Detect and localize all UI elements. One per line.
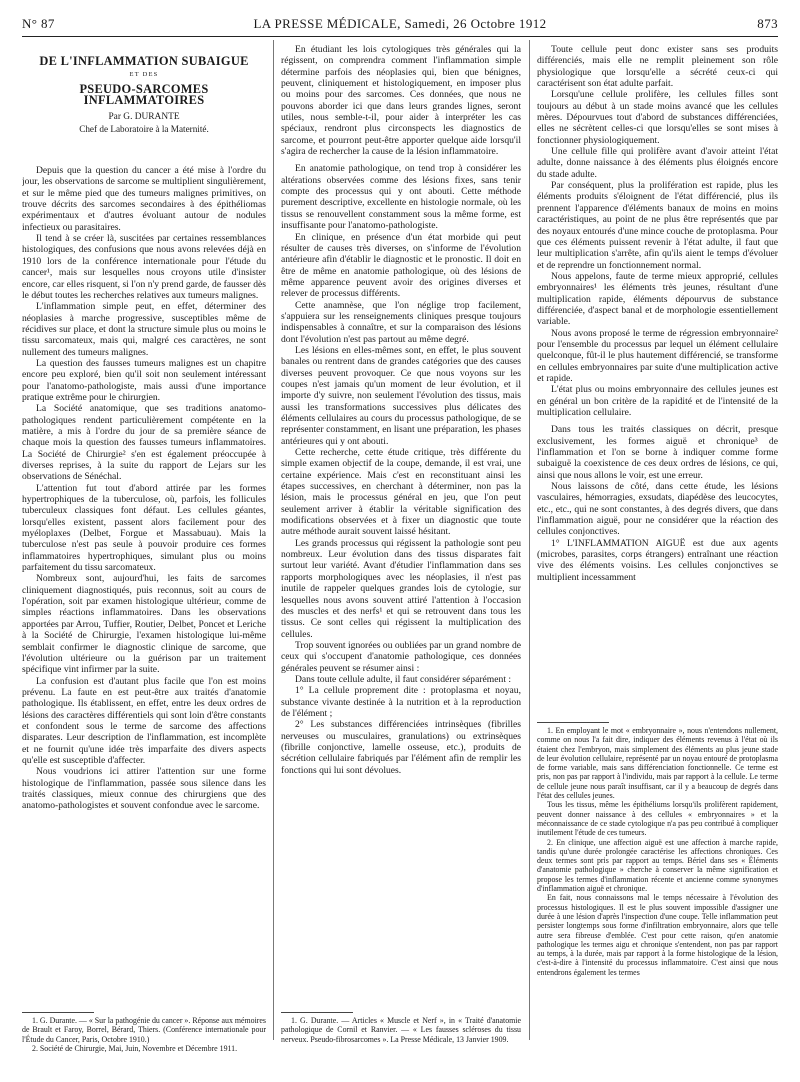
paragraph: En étudiant les lois cytologiques très générales qui la régissent, on comprendra comment l'inflammation simple détermine parfois des néoplasies qui, bien que bénignes, peuvent, cliniquement et histologiquement, en imposer plus ou moins pour des sarcomes. Ces données, que nous ne pouvons aborder ici que dans leurs grandes lignes, seront utiles, nous semble-t-il, pour aider à interpréter les cas spéciaux, rendront plus circonspects les diagnostics de sarcome, et pourront peut-être apporter quelque aide lorsqu'il s'agira de rechercher la cause de la lésion inflammatoire. <box>281 44 521 158</box>
author-affiliation: Chef de Laboratoire à la Maternité. <box>79 123 209 134</box>
footnotes-column-2 <box>281 1016 521 1076</box>
paragraph: La question des fausses tumeurs malignes est un chapitre encore peu exploré, bien qu'il soit non seulement intéressant pour l'anatomo-pathologiste, mais aussi d'une importance pratique extrême pour le chirurgien. <box>22 357 266 403</box>
article-title: DE L'INFLAMMATION SUBAIGUE <box>39 54 249 68</box>
paragraph: Toute cellule peut donc exister sans ses produits différenciés, mais elle ne remplit pleinement son rôle physiologique que lorsqu'elle a sécrété ceux-ci qui caractérisent son état adulte parfait. <box>537 44 778 90</box>
paragraph: En anatomie pathologique, on tend trop à considérer les altérations observées comme des lésions fixes, sans tenir compte des processus qui y ont abouti. Cette méthode purement descriptive, excellente en histologie normale, où les tissus se renouvellent constamment sous la même forme, est insuffisante pour l'anatomo-pathologiste. <box>281 163 521 232</box>
paragraph: En clinique, en présence d'un état morbide qui peut résulter de causes très diverses, on s'informe de l'évolution antérieure afin d'établir le diagnostic et le pronostic. Il doit en être de même en anatomie pathologique, où des lésions de même apparence peuvent avoir des origines diverses et relever de processus différents. <box>281 231 521 300</box>
text-column-2 <box>281 44 521 1008</box>
paragraph: Les lésions en elles-mêmes sont, en effet, le plus souvent banales ou rentrent dans de grandes catégories que des causes diverses peuvent provoquer. Ce que nous voyons sur les coupes n'est jamais qu'un moment de leur évolution, et il importe d'y suivre, non seulement l'évolution des tissus, mais aussi les transformations successives plus délicates des éléments cellulaires au cours du processus pathologique, de se représenter constamment, en lisant une préparation, les phases antérieures qui y ont abouti. <box>281 344 521 447</box>
text-column-3 <box>537 44 778 720</box>
paragraph: 1° L'INFLAMMATION AIGUË est due aux agents (microbes, parasites, corps étrangers) entraînant une réaction vive des éléments voisins. Les cellules conjonctives se multiplient incessamment <box>537 537 778 583</box>
paragraph: Cette recherche, cette étude critique, très différente du simple examen objectif de la coupe, demande, il est vrai, une certaine expérience. Mais c'est en reconstituant ainsi les étapes successives, en cherchant à déterminer, non pas la lésion, mais le processus général en jeu, que l'on peut seulement arriver à établir la véritable signification des modifications observées et à fixer un diagnostic que toute autre méthode aurait souvent laissé hésitant. <box>281 447 521 538</box>
paragraph: Une cellule fille qui prolifère avant d'avoir atteint l'état adulte, donne naissance à des éléments plus éloignés encore du stade adulte. <box>537 146 778 180</box>
paragraph: Nous laissons de côté, dans cette étude, les lésions vasculaires, hémorragies, exsudats, diapédèse des leucocytes, etc., etc., qui ne sont constantes, à des degrés divers, que dans l'inflammation aiguë, pour ne considérer que la réaction des cellules conjonctives. <box>537 481 778 538</box>
footnote: Tous les tissus, même les épithéliums lorsqu'ils prolifèrent rapidement, peuvent donner naissance à des cellules « embryonnaires » et la méconnaissance de ce stade cytologique n'a pas peu contribué à compliquer inutilement l'étude de ces tumeurs. <box>537 800 778 838</box>
footnote: 1. En employant le mot « embryonnaire », nous n'entendons nullement, comme on nous l'a fait dire, indiquer des éléments revenus à l'état où ils étaient chez l'embryon, mais simplement des éléments au plus jeune stade de leur évolution cellulaire, représenté par un noyau entouré de protoplasma de forme variable, mais sans différenciation fonctionnelle. Ce terme est pris, non pas par rapport à l'individu, mais par rapport à la cellule. Le terme de cellule jeune nous paraît insuffisant, car il y a beaucoup de degrés dans l'état des cellules jeunes. <box>537 726 778 801</box>
paragraph: L'inflammation simple peut, en effet, déterminer des néoplasies à marche progressive, susceptibles même de récidives sur place, et dont la structure simule plus ou moins le tissu sarcomateux, mais qui, malgré ces caractères, ne sont nullement des tumeurs malignes. <box>22 301 266 358</box>
paragraph: Dans tous les traités classiques on décrit, presque exclusivement, les formes aiguë et chronique³ de l'inflammation et l'on se borne à indiquer comme forme subaiguë la coexistence de ces deux ordres de lésions, ce qui, ainsi que nous allons le voir, est une erreur. <box>537 424 778 481</box>
paragraph: Les grands processus qui régissent la pathologie sont peu nombreux. Leur évolution dans des tissus disparates fait surtout leur variété. Avant d'étudier l'inflammation dans ses rapports morphologiques avec les néoplasies, il n'est pas inutile de rappeler quelques grandes lois de cytologie, sur lesquelles nous avons souvent attiré l'attention à l'occasion des muscles et des nerfs¹ et qui se retrouvent dans tous les tissus. Ce sont celles qui régissent la multiplication des cellules. <box>281 537 521 640</box>
paragraph: Nombreux sont, aujourd'hui, les faits de sarcomes cliniquement diagnostiqués, puis reconnus, soit au cours de l'opération, soit par examen histologique ultérieur, comme de simples réactions inflammatoires. Dans les observations apportées par Arrou, Tuffier, Routier, Delbet, Poncet et Leriche à la Société de Chirurgie, l'examen histologique lui-même semblait confirmer le diagnostic clinique de sarcome, que l'évolution ultérieure ou la guérison par un traitement spécifique vint infirmer par la suite. <box>22 573 266 676</box>
column-divider <box>529 40 530 1040</box>
paragraph: La confusion est d'autant plus facile que l'on est moins prévenu. La faute en est peut-être aux traités d'anatomie pathologique. Ils établissent, en effet, entre les deux ordres de lésions des caractères différentiels qui sont loin d'être constants et confondent sous le terme de sarcome des affections disparates. Leur description de l'inflammation, est incomplète et ne fournit qu'une idée très imparfaite des divers aspects qu'elle est susceptible d'affecter. <box>22 675 266 766</box>
paragraph: Dans toute cellule adulte, il faut considérer séparément : <box>295 673 512 685</box>
paragraph: Cette anamnèse, que l'on néglige trop facilement, s'appuiera sur les renseignements cliniques presque toujours indispensables à connaître, et sur la comparaison des lésions dont l'évolution n'est pas partout au même degré. <box>281 299 521 345</box>
paragraph: Nous appelons, faute de terme mieux approprié, cellules embryonnaires¹ les éléments très jeunes, résultant d'une multiplication rapide, éléments dépourvus de substance différenciée, d'aspect banal et de morphologie essentiellement variable. <box>537 270 778 328</box>
paragraph: Lorsqu'une cellule prolifère, les cellules filles sont toujours au début à un stade moins avancé que les cellules mères. Dépourvues tout d'abord de substances différenciées, elles ne sécrètent celles-ci que lorsqu'elles se sont mises à fonctionner physiologiquement. <box>537 89 778 146</box>
paragraph: 2° Les substances différenciées intrinsèques (fibrilles nerveuses ou musculaires, granulations) ou extrinsèques (fibrille conjonctive, lamelle osseuse, etc.), produits de sécrétion cellulaire fabriqués par l'élément afin de remplir les fonctions qui lui sont dévolues. <box>281 719 521 776</box>
footnote: 1. G. Durante. — Articles « Muscle et Nerf », in « Traité d'anatomie pathologique de Cornil et Ranvier. — « Les fausses scléroses du tissu nerveux. Pseudo-fibrosarcomes ». La Presse Médicale, 13 Janvier 1909. <box>281 1016 521 1044</box>
article-subtitle: PSEUDO-SARCOMES INFLAMMATOIRES <box>79 81 209 108</box>
paragraph: Par conséquent, plus la prolifération est rapide, plus les éléments produits s'éloignent de l'état différencié, plus ils prennent l'apparence d'éléments banaux de moins en moins caractéristiques, au point de ne plus être représentés que par des noyaux entourés d'une mince couche de protoplasma. Pour que ces éléments puissent revenir à l'état adulte, il faut que leur multiplication s'arrête, afin qu'ils aient le temps d'évoluer et de reprendre un fonctionnement normal. <box>537 180 778 271</box>
footnote: En fait, nous connaissons mal le temps nécessaire à l'évolution des processus histologiques. Il est le plus souvent impossible d'assigner une durée à une lésion d'après l'inspection d'une coupe. Telle inflammation peut persister longtemps sous forme d'infiltration embryonnaire, alors que telle autre sera fibreuse d'emblée. C'est pour cette raison, qu'en anatomie pathologique les termes aigu et chronique s'entendent, non pas par rapport au temps, à la durée, mais par rapport à la forme histologique de la lésion, c'est-à-dire à l'intensité du processus inflammatoire. C'est ainsi que nous entendrons également les termes <box>537 893 778 977</box>
footnotes-column-3 <box>537 726 778 1076</box>
paragraph: Nous voudrions ici attirer l'attention sur une forme histologique de l'inflammation, passée sous silence dans les traités classiques, mieux connue des chirurgiens que des anatomo-pathologistes et souvent confondue avec le sarcome. <box>22 766 266 812</box>
paragraph: L'attention fut tout d'abord attirée par les formes hypertrophiques de la tuberculose, où, parfois, les follicules tuberculeux classiques font défaut. Les cellules géantes, lorsqu'elles existent, passent alors facilement pour des myéloplaxes (Delbet, Forgue et Massabuau). Mais la tuberculose n'est pas seule à pouvoir produire ces formes inflammatoires hypertrophiques, simulant plus ou moins parfaitement du tissu sarcomateux. <box>22 482 266 574</box>
text-column-1 <box>22 44 266 1008</box>
footnote: 2. Société de Chirurgie, Mai, Juin, Novembre et Décembre 1911. <box>32 1043 238 1053</box>
column-divider <box>273 40 274 1040</box>
paragraph: L'état plus ou moins embryonnaire des cellules jeunes est en général un bon critère de la rapidité et de l'intensité de la multiplication cellulaire. <box>537 384 778 418</box>
paragraph: Il tend à se créer là, suscitées par certaines ressemblances histologiques, des confusions que nous avons relevées déjà en 1910 lors de la conférence internationale pour l'étude du cancer¹, mais sur lesquelles nous croyons utile d'insister encore, car elles risquent, si l'on n'y prend garde, de fausser dès le début toutes les recherches relatives aux tumeurs malignes. <box>22 233 266 301</box>
footnote-rule <box>22 1012 94 1013</box>
paragraph: Trop souvent ignorées ou oubliées par un grand nombre de ceux qui s'occupent d'anatomie pathologique, ces données générales peuvent se résumer ainsi : <box>281 639 521 674</box>
issue-number: N° 87 <box>22 16 55 31</box>
paragraph: Depuis que la question du cancer a été mise à l'ordre du jour, les observations de sarcome se multiplient singulièrement, et sur le même pied que des tumeurs malignes primitives, on trouve décrits des sarcomes secondaires à des épithéliomas expérimentaux et d'autres évoluant autour de nodules infectieux ou parasitaires. <box>22 165 266 233</box>
article-title-connector: ET DES <box>129 71 159 79</box>
paragraph: La Société anatomique, que ses traditions anatomo-pathologiques rendent particulièrement compétente en la matière, a mis à l'ordre du jour de sa première séance de chaque mois la question des fausses tumeurs inflammatoires. La Société de Chirurgie² s'en est également préoccupée à diverses reprises, à la suite du rapport de Lejars sur les observations de Sénéchal. <box>22 403 266 483</box>
footnotes-column-1 <box>22 1016 266 1076</box>
journal-title: LA PRESSE MÉDICALE, Samedi, 26 Octobre 1912 <box>253 16 547 31</box>
paragraph: 1° La cellule proprement dite : protoplasma et noyau, substance vivante destinée à la nutrition et à la reproduction de l'élément ; <box>281 685 521 719</box>
footnote: 2. En clinique, une affection aiguë est une affection à marche rapide, tandis qu'une durée prolongée caractérise les affections chroniques. Ces deux termes sont pris par rapport au temps. Bériel dans ses « Éléments d'anatomie pathologique » cherche à conserver la même signification et propose les termes d'inflammation récente et ancienne comme synonymes d'inflammation aiguë et chronique. <box>537 837 778 894</box>
paragraph: Nous avons proposé le terme de régression embryonnaire² pour l'ensemble du processus par lequel un élément cellulaire quelconque, fût-il le plus hautement différencié, se transforme en cellules embryonnaires par suite d'une multiplication active et rapide. <box>537 327 778 384</box>
page-number: 873 <box>757 16 778 31</box>
footnote: 1. G. Durante. — « Sur la pathogénie du cancer ». Réponse aux mémoires de Brault et Faroy, Borrel, Bérard, Thiers. (Conférence internationale pour l'Étude du Cancer, Paris, Octobre 1910.) <box>22 1016 266 1044</box>
running-header <box>22 16 778 32</box>
article-author: Par G. DURANTE <box>108 112 180 123</box>
footnote-rule <box>281 1012 353 1013</box>
footnote-rule <box>537 722 609 723</box>
header-rule <box>22 36 778 37</box>
